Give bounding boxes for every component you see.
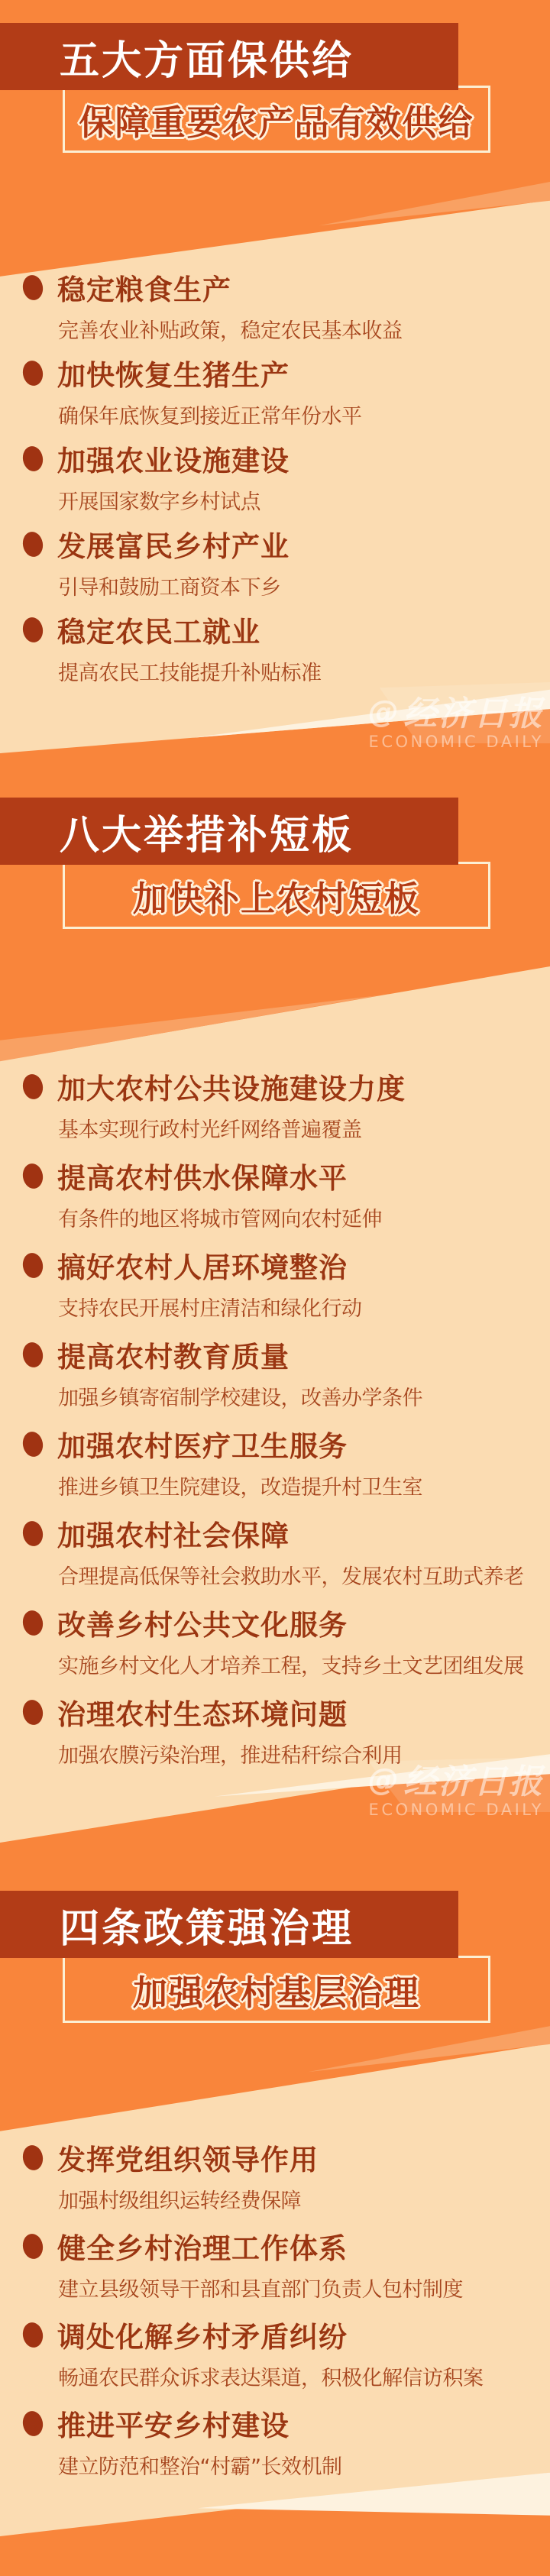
- item-title-row: [23, 1691, 527, 1733]
- item-desc: 建立防范和整治“村霸”长效机制: [58, 2455, 342, 2479]
- list-item: [23, 1244, 527, 1333]
- watermark-subtext: ECONOMIC DAILY: [368, 1801, 544, 1819]
- item-title-row: [23, 2313, 527, 2356]
- section-1-banner-title: 五大方面保供给: [60, 37, 354, 84]
- item-title: 加快恢复生猪生产: [57, 359, 290, 392]
- item-desc: 加强村级组织运转经费保障: [58, 2189, 301, 2213]
- item-desc: 提高农民工技能提升补贴标准: [58, 662, 322, 685]
- section-1-banner: [0, 23, 458, 90]
- list-item: [23, 2313, 527, 2402]
- list-item: [23, 2402, 527, 2490]
- bullet-icon: [21, 273, 44, 301]
- item-title: 健全乡村治理工作体系: [57, 2232, 348, 2265]
- item-desc: 开展国家数字乡村试点: [58, 490, 260, 514]
- economic-daily-watermark: [368, 1762, 544, 1819]
- item-title-row: [23, 1512, 527, 1555]
- bullet-icon: [21, 1340, 44, 1368]
- item-title: 加大农村公共设施建设力度: [57, 1073, 406, 1105]
- list-item: [23, 2225, 527, 2313]
- item-title-row: [23, 608, 527, 651]
- item-title-row: [23, 1154, 527, 1197]
- item-title-row: [23, 1065, 527, 1108]
- item-desc: 加强农膜污染治理，推进秸秆综合利用: [58, 1744, 403, 1768]
- watermark-logo-text: 经济日报: [403, 694, 544, 733]
- list-item: [23, 1601, 527, 1691]
- section-2-banner-title: 八大举措补短板: [60, 812, 354, 859]
- item-title-row: [23, 351, 527, 394]
- list-item: [23, 523, 527, 608]
- item-title: 稳定粮食生产: [57, 273, 231, 306]
- bullet-icon: [21, 1161, 44, 1189]
- bullet-icon: [21, 1251, 44, 1279]
- item-title-row: [23, 1333, 527, 1376]
- section-2-list: [23, 1065, 527, 1780]
- bullet-icon: [21, 615, 44, 643]
- item-desc: 畅通农民群众诉求表达渠道，积极化解信访积案: [58, 2367, 484, 2390]
- list-item: [23, 351, 527, 437]
- section-3-banner: [0, 1891, 458, 1958]
- bullet-icon: [21, 1429, 44, 1458]
- economic-daily-watermark: [368, 694, 544, 751]
- item-title-row: [23, 437, 527, 480]
- item-title: 加强农业设施建设: [57, 445, 290, 477]
- item-title: 发挥党组织领导作用: [57, 2144, 319, 2176]
- item-title-row: [23, 2225, 527, 2267]
- item-desc: 基本实现行政村光纤网络普遍覆盖: [58, 1118, 362, 1142]
- list-item: [23, 2136, 527, 2225]
- at-sign-icon: @: [368, 694, 400, 730]
- item-title: 加强农村医疗卫生服务: [57, 1430, 348, 1463]
- list-item: [23, 1512, 527, 1601]
- bullet-icon: [21, 2231, 44, 2260]
- list-item: [23, 1333, 527, 1422]
- item-desc: 引导和鼓励工商资本下乡: [58, 576, 281, 600]
- bullet-icon: [21, 444, 44, 472]
- list-item: [23, 608, 527, 694]
- bullet-icon: [21, 2409, 44, 2437]
- item-title-row: [23, 1601, 527, 1644]
- item-title: 改善乡村公共文化服务: [57, 1609, 348, 1642]
- section-1-subtitle: 保障重要农产品有效供给: [79, 102, 474, 143]
- item-title-row: [23, 2402, 527, 2445]
- bullet-icon: [21, 2320, 44, 2348]
- section-3-subtitle-box: [63, 1956, 490, 2023]
- bullet-icon: [21, 529, 44, 558]
- section-3-list: [23, 2136, 527, 2490]
- item-title: 提高农村供水保障水平: [57, 1162, 348, 1195]
- list-item: [23, 1154, 527, 1244]
- bullet-icon: [21, 1697, 44, 1726]
- bullet-icon: [21, 358, 44, 387]
- item-desc: 实施乡村文化人才培养工程，支持乡土文艺团组发展: [58, 1655, 524, 1678]
- at-sign-icon: @: [368, 1762, 400, 1798]
- item-title: 发展富民乡村产业: [57, 530, 290, 563]
- item-title-row: [23, 2136, 527, 2179]
- item-title: 治理农村生态环境问题: [57, 1698, 348, 1731]
- item-title-row: [23, 523, 527, 565]
- item-title: 推进平安乡村建设: [57, 2409, 290, 2442]
- section-2-banner: [0, 798, 458, 865]
- item-title-row: [23, 1422, 527, 1465]
- item-title: 稳定农民工就业: [57, 616, 260, 649]
- item-desc: 有条件的地区将城市管网向农村延伸: [58, 1208, 382, 1231]
- item-title: 搞好农村人居环境整治: [57, 1251, 348, 1284]
- list-item: [23, 1422, 527, 1512]
- item-title-row: [23, 266, 527, 309]
- watermark-subtext: ECONOMIC DAILY: [368, 733, 544, 751]
- section-2-subtitle-box: [63, 862, 490, 929]
- item-desc: 加强乡镇寄宿制学校建设，改善办学条件: [58, 1387, 422, 1410]
- list-item: [23, 437, 527, 523]
- item-title: 加强农村社会保障: [57, 1519, 290, 1552]
- item-desc: 完善农业补贴政策，稳定农民基本收益: [58, 319, 403, 343]
- item-title: 提高农村教育质量: [57, 1341, 290, 1374]
- section-1-list: [23, 266, 527, 694]
- watermark-logo-text: 经济日报: [403, 1762, 544, 1801]
- bullet-icon: [21, 2143, 44, 2171]
- section-3-banner-title: 四条政策强治理: [60, 1905, 354, 1952]
- bullet-icon: [21, 1608, 44, 1636]
- section-3-subtitle: 加强农村基层治理: [132, 1972, 420, 2013]
- item-desc: 建立县级领导干部和县直部门负责人包村制度: [58, 2278, 463, 2302]
- item-desc: 推进乡镇卫生院建设，改造提升村卫生室: [58, 1476, 422, 1500]
- item-title: 调处化解乡村矛盾纠纷: [57, 2321, 348, 2354]
- section-2-subtitle: 加快补上农村短板: [132, 878, 420, 919]
- list-item: [23, 1065, 527, 1154]
- item-desc: 支持农民开展村庄清洁和绿化行动: [58, 1297, 362, 1321]
- item-desc: 确保年底恢复到接近正常年份水平: [58, 405, 362, 429]
- item-desc: 合理提高低保等社会救助水平，发展农村互助式养老: [58, 1565, 524, 1589]
- section-1-subtitle-box: [63, 86, 490, 153]
- bullet-icon: [21, 1072, 44, 1100]
- bullet-icon: [21, 1519, 44, 1547]
- item-title-row: [23, 1244, 527, 1286]
- list-item: [23, 266, 527, 351]
